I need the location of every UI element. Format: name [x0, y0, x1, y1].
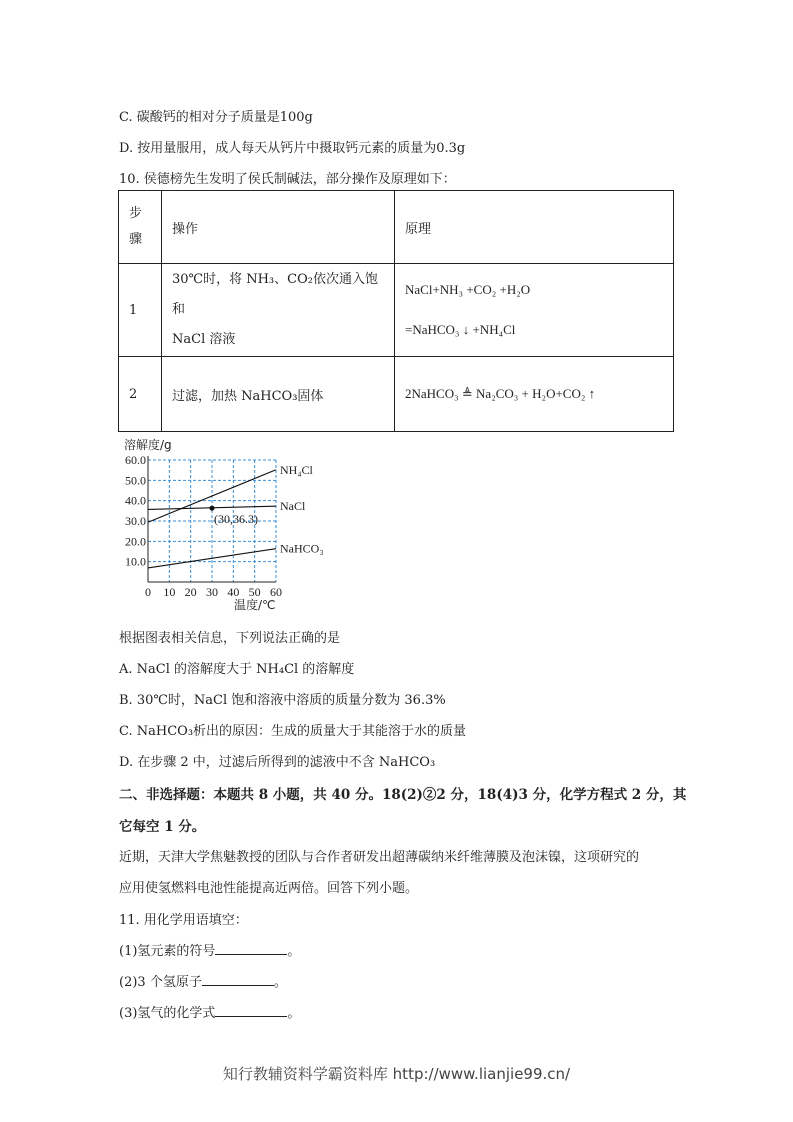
answer-blank[interactable] — [202, 973, 274, 986]
row1-operation-line2: NaCl 溶液 — [172, 332, 236, 347]
row1-step: 1 — [119, 264, 162, 357]
y-tick-label: 40.0 — [125, 493, 146, 508]
q11-part2 — [119, 971, 287, 990]
row2-principle: 2NaHCO₃ ≜ Na₂CO₃ + H₂O+CO₂ ↑ — [395, 357, 674, 432]
answer-blank[interactable] — [215, 1004, 287, 1017]
option-a: A. NaCl 的溶解度大于 NH₄Cl 的溶解度 — [119, 662, 355, 677]
x-tick-label: 40 — [227, 585, 240, 599]
row2-step: 2 — [119, 357, 162, 432]
intro-line2: 应用使氢燃料电池性能提高近两倍。回答下列小题。 — [119, 881, 419, 896]
x-tick-label: 10 — [163, 585, 176, 599]
answer-blank[interactable] — [215, 942, 287, 955]
row1-principle-line1: NaCl+NH₃ +CO₂ +H₂O — [405, 282, 531, 297]
header-step — [119, 191, 162, 264]
q11-stem: 11. 用化学用语填空： — [119, 913, 248, 928]
option-c: C. NaHCO₃析出的原因：生成的质量大于其能溶于水的质量 — [119, 724, 467, 739]
annotation-label: (30,36.3) — [214, 512, 258, 527]
q9-option-d: D. 按用量服用，成人每天从钙片中摄取钙元素的质量为0.3g — [119, 141, 466, 156]
q11-part3-label: (3)氢气的化学式 — [119, 1006, 216, 1021]
period: 。 — [287, 944, 301, 959]
q10-stem: 10. 侯德榜先生发明了侯氏制碱法，部分操作及原理如下： — [119, 172, 456, 187]
table-row — [119, 264, 674, 357]
x-axis-title: 温度/℃ — [234, 598, 276, 612]
q9-option-c: C. 碳酸钙的相对分子质量是100g — [119, 110, 313, 125]
process-table — [118, 190, 674, 432]
x-tick-label: 0 — [145, 585, 151, 599]
x-tick-label: 50 — [248, 585, 261, 599]
q11-part2-label: (2)3 个氢原子 — [119, 975, 202, 990]
q11-part1-label: (1)氢元素的符号 — [119, 944, 216, 959]
solubility-chart — [112, 434, 342, 614]
x-tick-label: 30 — [206, 585, 218, 599]
footer-watermark: 知行教辅资料学霸资料库 http://www.lianjie99.cn/ — [222, 1065, 571, 1083]
y-tick-label: 60.0 — [125, 453, 146, 467]
header-step-line2: 骤 — [129, 232, 143, 247]
series-label: NH₄Cl — [280, 462, 313, 477]
y-axis-title: 溶解度/g — [124, 438, 172, 452]
q11-part3 — [119, 1002, 300, 1021]
row2-operation: 过滤，加热 NaHCO₃固体 — [162, 357, 395, 432]
period: 。 — [273, 975, 287, 990]
series-label: NaHCO₃ — [280, 541, 324, 556]
header-operation: 操作 — [162, 191, 395, 264]
row1-operation — [162, 264, 395, 357]
header-principle: 原理 — [395, 191, 674, 264]
row1-principle — [395, 264, 674, 357]
question-prompt: 根据图表相关信息，下列说法正确的是 — [119, 631, 341, 646]
y-tick-label: 10.0 — [125, 554, 146, 569]
table-header-row — [119, 191, 674, 264]
series-label: NaCl — [280, 499, 306, 514]
annotation-point — [210, 506, 215, 511]
table-row — [119, 357, 674, 432]
option-d: D. 在步骤 2 中，过滤后所得到的滤液中不含 NaHCO₃ — [119, 755, 436, 770]
y-tick-label: 50.0 — [125, 473, 146, 488]
row1-operation-line1: 30℃时，将 NH₃、CO₂依次通入饱和 — [172, 272, 378, 317]
header-step-line1: 步 — [129, 206, 143, 221]
section-title-line1: 二、非选择题：本题共 8 小题，共 40 分。18(2)②2 分，18(4)3 分，化学方程式 2 分，其 — [119, 787, 687, 803]
intro-line1: 近期，天津大学焦魅教授的团队与合作者研发出超薄碳纳米纤维薄膜及泡沫镍，这项研究的 — [119, 850, 640, 865]
x-tick-label: 20 — [184, 585, 197, 599]
row1-principle-line2: =NaHCO₃ ↓ +NH₄Cl — [405, 322, 516, 337]
period: 。 — [287, 1006, 301, 1021]
y-tick-label: 30.0 — [125, 514, 146, 528]
section-title-line2: 它每空 1 分。 — [119, 819, 206, 835]
x-tick-label: 60 — [270, 585, 282, 599]
option-b: B. 30℃时，NaCl 饱和溶液中溶质的质量分数为 36.3% — [119, 693, 446, 708]
q11-part1 — [119, 940, 300, 959]
y-tick-label: 20.0 — [125, 534, 146, 549]
